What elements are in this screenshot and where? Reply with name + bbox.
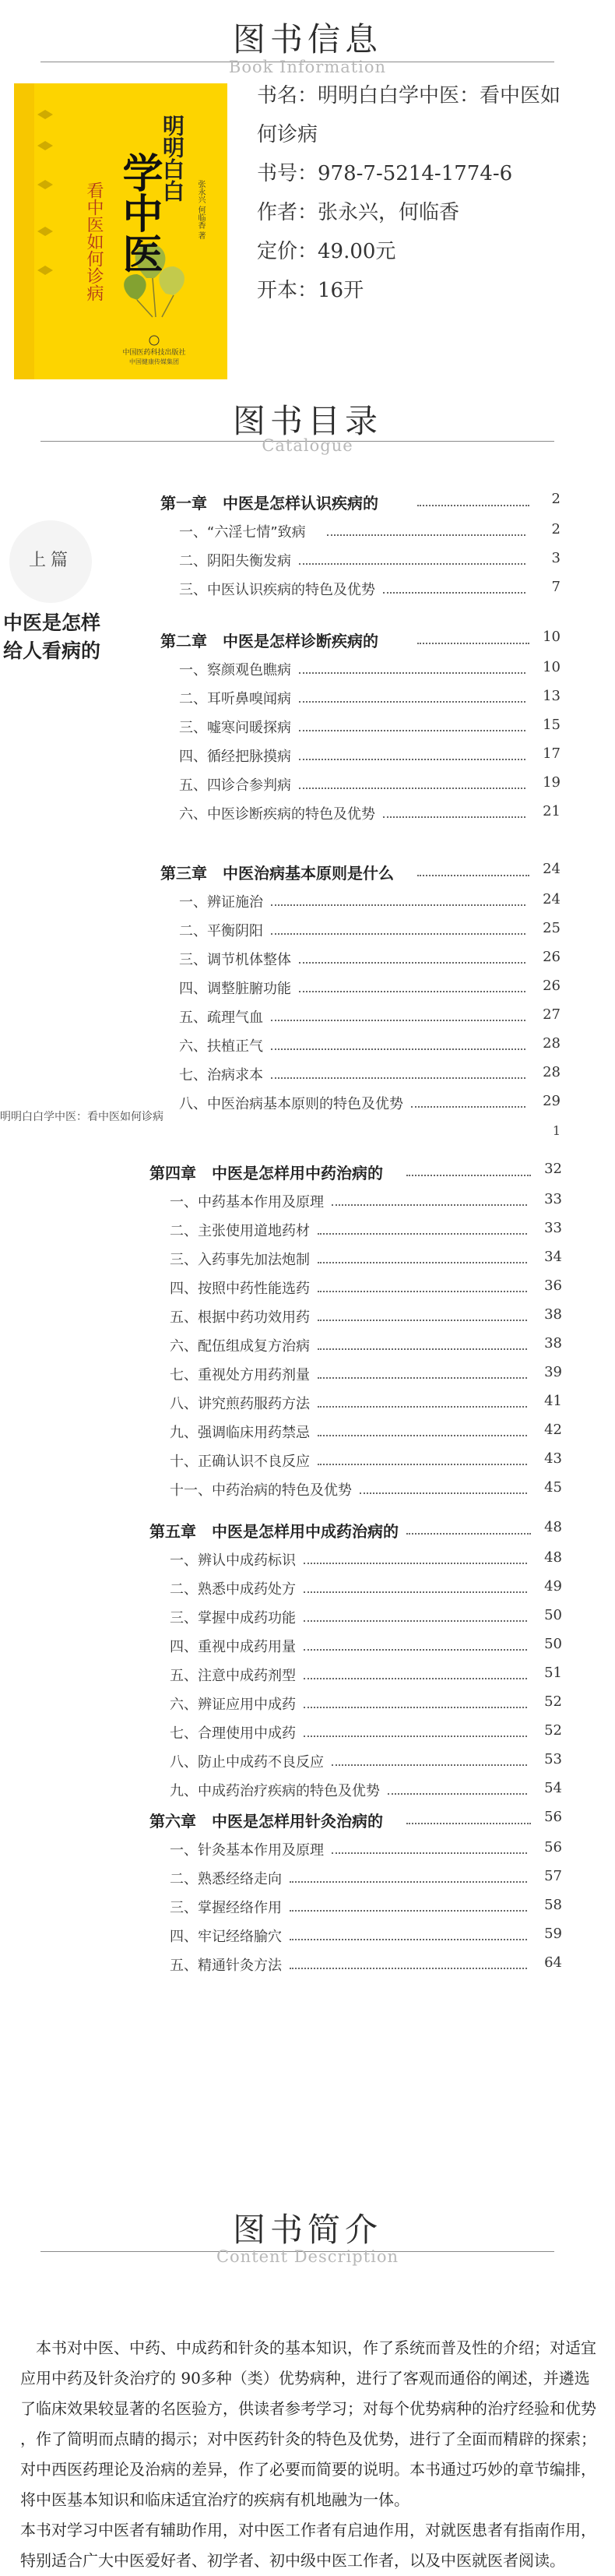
intro-subtitle: Content Description	[216, 2247, 399, 2266]
toc-leader	[271, 904, 525, 906]
toc-leader	[299, 991, 525, 992]
item-page: 34	[544, 1249, 562, 1265]
toc-item: 八、讲究煎药服药方法	[170, 1396, 310, 1412]
item-page: 13	[543, 688, 561, 704]
toc-item: 一、察颜观色瞧病	[179, 662, 291, 678]
chapter-page: 10	[543, 629, 561, 645]
toc-leader	[299, 730, 525, 731]
toc-leader	[318, 1435, 527, 1436]
toc-item: 四、牢记经络腧穴	[170, 1929, 282, 1945]
item-page: 49	[544, 1578, 562, 1595]
toc-leader	[271, 1048, 525, 1050]
intro-line: 本书对中医、中药、中成药和针灸的基本知识，作了系统而普及性的介绍；对适宜	[20, 2338, 596, 2357]
info-isbn: 书号：978-7-5214-1774-6	[257, 162, 513, 185]
toc-item: 一、辨证施治	[179, 894, 263, 911]
intro-line: 应用中药及针灸治疗的 90多种（类）优势病种，进行了客观而通俗的阐述，并遴选	[20, 2369, 590, 2387]
item-page: 33	[544, 1220, 562, 1236]
toc-item: 三、中医认识疾病的特色及优势	[179, 582, 375, 598]
item-page: 56	[544, 1839, 562, 1855]
toc-leader	[388, 1793, 527, 1795]
item-page: 50	[544, 1607, 562, 1623]
toc-leader	[318, 1377, 527, 1379]
info-title: 书名：明明白白学中医：看中医如	[257, 84, 561, 107]
item-page: 7	[551, 579, 561, 595]
toc-leader	[299, 788, 525, 789]
toc-item: 一、辨认中成药标识	[170, 1552, 296, 1569]
book-cover	[14, 83, 227, 379]
toc-item: 九、中成药治疗疾病的特色及优势	[170, 1783, 380, 1799]
intro-line: 将中医基本知识和临床适宜治疗的疾病有机地融为一体。	[20, 2490, 409, 2509]
book-info-title: 图书信息	[232, 20, 382, 58]
catalogue-title: 图书目录	[232, 402, 382, 440]
item-page: 2	[551, 521, 561, 537]
item-page: 17	[543, 745, 561, 762]
item-page: 42	[544, 1422, 562, 1438]
toc-item: 三、掌握中成药功能	[170, 1610, 296, 1626]
toc-item: 六、中医诊断疾病的特色及优势	[179, 806, 375, 823]
toc-item: 二、熟悉中成药处方	[170, 1581, 296, 1598]
toc-leader	[417, 875, 529, 876]
toc-item: 三、掌握经络作用	[170, 1900, 282, 1916]
toc-leader	[290, 1881, 527, 1883]
item-page: 21	[543, 803, 561, 819]
item-page: 54	[544, 1780, 562, 1796]
toc-item: 四、调整脏腑功能	[179, 981, 291, 997]
item-page: 28	[543, 1035, 561, 1052]
toc-leader	[417, 505, 529, 506]
toc-leader	[332, 1764, 527, 1766]
toc-leader	[327, 534, 525, 536]
toc-leader	[290, 1939, 527, 1940]
toc-leader	[304, 1591, 527, 1593]
toc-item: 四、循经把脉摸病	[179, 749, 291, 765]
item-page: 51	[544, 1665, 562, 1681]
toc-leader	[271, 933, 525, 935]
toc-item: 二、主张使用道地药材	[170, 1223, 310, 1239]
toc-item: 五、注意中成药剂型	[170, 1668, 296, 1684]
toc-leader	[318, 1291, 527, 1292]
item-page: 39	[544, 1364, 562, 1380]
item-page: 29	[543, 1093, 561, 1109]
toc-item: 六、辨证应用中成药	[170, 1697, 296, 1713]
info-authors: 作者：张永兴，何临香	[257, 201, 460, 224]
item-page: 45	[544, 1479, 562, 1496]
toc-item: 八、防止中成药不良反应	[170, 1754, 324, 1771]
chapter-title: 第四章 中医是怎样用中药治病的	[149, 1164, 383, 1182]
info-price: 定价：49.00元	[257, 240, 396, 263]
item-page: 26	[543, 978, 561, 994]
toc-leader	[318, 1320, 527, 1321]
toc-leader	[318, 1464, 527, 1465]
toc-item: 一、中药基本作用及原理	[170, 1194, 324, 1210]
cover-author: 张永兴 何临香 著	[196, 180, 205, 240]
chapter-title: 第五章 中医是怎样用中成药治病的	[149, 1522, 399, 1541]
chapter-title: 第三章 中医治病基本原则是什么	[160, 864, 394, 883]
intro-line: ，作了简明而点睛的揭示；对中医药针灸的特色及优势，进行了全面而精辟的探索；	[20, 2430, 596, 2448]
item-page: 52	[544, 1722, 562, 1739]
item-page: 25	[543, 920, 561, 936]
running-header: 明明白白学中医：看中医如何诊病	[0, 1111, 163, 1123]
item-page: 28	[543, 1064, 561, 1080]
item-page: 10	[543, 659, 561, 675]
toc-item: 二、耳听鼻嗅闻病	[179, 691, 291, 707]
toc-item: 二、熟悉经络走向	[170, 1871, 282, 1887]
toc-leader	[318, 1406, 527, 1408]
cover-series: 明明白白	[160, 115, 185, 202]
item-page: 27	[543, 1006, 561, 1023]
toc-leader	[299, 759, 525, 760]
toc-item: 六、扶植正气	[179, 1038, 263, 1055]
toc-leader	[406, 1175, 531, 1176]
toc-leader	[332, 1204, 527, 1206]
item-page: 52	[544, 1693, 562, 1710]
item-page: 43	[544, 1450, 562, 1467]
toc-leader	[299, 701, 525, 703]
toc-item: 一、针灸基本作用及原理	[170, 1842, 324, 1859]
part-title-line2: 给人看病的	[3, 640, 101, 662]
intro-line: 特别适合广大中医爱好者、初学者、初中级中医工作者，以及中医就医者阅读。	[20, 2551, 565, 2570]
toc-item: 三、调节机体整体	[179, 952, 291, 968]
cover-subtitle: 看中医如何诊病	[84, 181, 104, 301]
toc-item: 五、疏理气血	[179, 1010, 263, 1026]
intro-line: 对中西医药理论及治病的差异，作了必要而简要的说明。本书通过巧妙的章节编排，	[20, 2460, 596, 2479]
toc-leader	[406, 1533, 531, 1535]
info-title-cont: 何诊病	[257, 123, 318, 146]
toc-leader	[318, 1262, 527, 1263]
intro-line: 本书对学习中医者有辅助作用，对中医工作者有启迪作用，对就医患者有指南作用，	[20, 2521, 596, 2539]
toc-leader	[304, 1563, 527, 1564]
item-page: 58	[544, 1897, 562, 1913]
item-page: 57	[544, 1868, 562, 1884]
toc-leader	[406, 1823, 531, 1824]
item-page: 53	[544, 1751, 562, 1767]
item-page: 38	[544, 1335, 562, 1351]
book-info-subtitle: Book Information	[228, 58, 387, 76]
chapter-page: 56	[544, 1809, 562, 1825]
chapter-page: 24	[543, 861, 561, 877]
chapter-page: 48	[544, 1519, 562, 1535]
item-page: 26	[543, 949, 561, 965]
cover-publisher: 中国医药科技出版社	[122, 349, 186, 357]
toc-item: 八、中医治病基本原则的特色及优势	[179, 1096, 403, 1112]
toc-item: 十一、中药治病的特色及优势	[170, 1482, 352, 1499]
catalogue-subtitle: Catalogue	[262, 436, 353, 455]
toc-item: 四、重视中成药用量	[170, 1639, 296, 1655]
item-page: 48	[544, 1549, 562, 1566]
toc-item: 七、重视处方用药剂量	[170, 1367, 310, 1383]
part-title-line1: 中医是怎样	[3, 611, 101, 634]
chapter-title: 第一章 中医是怎样认识疾病的	[160, 494, 378, 513]
toc-item: 三、嘘寒问暖探病	[179, 720, 291, 736]
toc-item: 九、强调临床用药禁忌	[170, 1425, 310, 1441]
toc-leader	[417, 643, 529, 644]
item-page: 15	[543, 717, 561, 733]
toc-leader	[290, 1968, 527, 1969]
item-page: 3	[551, 550, 561, 566]
toc-leader	[304, 1707, 527, 1708]
toc-leader	[290, 1910, 527, 1912]
toc-leader	[318, 1348, 527, 1350]
toc-item: 一、“六淫七情”致病	[179, 524, 306, 541]
cover-main-title: 学中医	[115, 152, 163, 273]
toc-item: 四、按照中药性能选药	[170, 1281, 310, 1297]
intro-text	[20, 2333, 600, 2576]
toc-leader	[304, 1736, 527, 1737]
item-page: 36	[544, 1277, 562, 1294]
toc-leader	[383, 816, 525, 818]
toc-item: 二、阴阳失衡发病	[179, 553, 291, 569]
toc-item: 六、配伍组成复方治病	[170, 1338, 310, 1355]
chapter-page: 2	[551, 491, 561, 507]
info-format: 开本：16开	[257, 279, 364, 302]
item-page: 64	[544, 1954, 562, 1971]
intro-line: 了临床效果较显著的名医验方，供读者参考学习；对每个优势病种的治疗经验和优势	[20, 2399, 596, 2418]
item-page: 19	[543, 774, 561, 791]
toc-item: 十、正确认识不良反应	[170, 1454, 310, 1470]
item-page: 38	[544, 1306, 562, 1323]
toc-leader	[304, 1649, 527, 1651]
item-page: 33	[544, 1191, 562, 1207]
item-page: 50	[544, 1636, 562, 1652]
toc-item: 七、治病求本	[179, 1067, 263, 1084]
item-page: 41	[544, 1393, 562, 1409]
toc-leader	[299, 962, 525, 964]
toc-leader	[299, 672, 525, 674]
toc-leader	[271, 1077, 525, 1079]
toc-item: 五、四诊合参判病	[179, 777, 291, 794]
toc-leader	[304, 1678, 527, 1679]
toc-leader	[299, 563, 525, 565]
cover-publisher-group: 中国健康传媒集团	[129, 358, 179, 365]
intro-title: 图书简介	[232, 2211, 382, 2249]
chapter-title: 第六章 中医是怎样用针灸治病的	[149, 1812, 383, 1831]
chapter-page: 32	[544, 1161, 562, 1177]
toc-leader	[332, 1852, 527, 1854]
toc-item: 七、合理使用中成药	[170, 1725, 296, 1742]
toc-leader	[318, 1233, 527, 1235]
toc-leader	[383, 592, 525, 594]
toc-leader	[411, 1106, 525, 1108]
toc-item: 五、根据中药功效用药	[170, 1309, 310, 1326]
item-page: 59	[544, 1926, 562, 1942]
toc-item: 二、平衡阴阳	[179, 923, 263, 939]
toc-item: 五、精通针灸方法	[170, 1958, 282, 1974]
toc-leader	[360, 1492, 527, 1494]
page-number: 1	[552, 1123, 561, 1138]
toc-leader	[271, 1020, 525, 1021]
item-page: 24	[543, 891, 561, 907]
toc-item: 三、入药事先加法炮制	[170, 1252, 310, 1268]
part-tag: 上篇	[28, 551, 72, 570]
toc-leader	[304, 1620, 527, 1622]
chapter-title: 第二章 中医是怎样诊断疾病的	[160, 632, 378, 650]
